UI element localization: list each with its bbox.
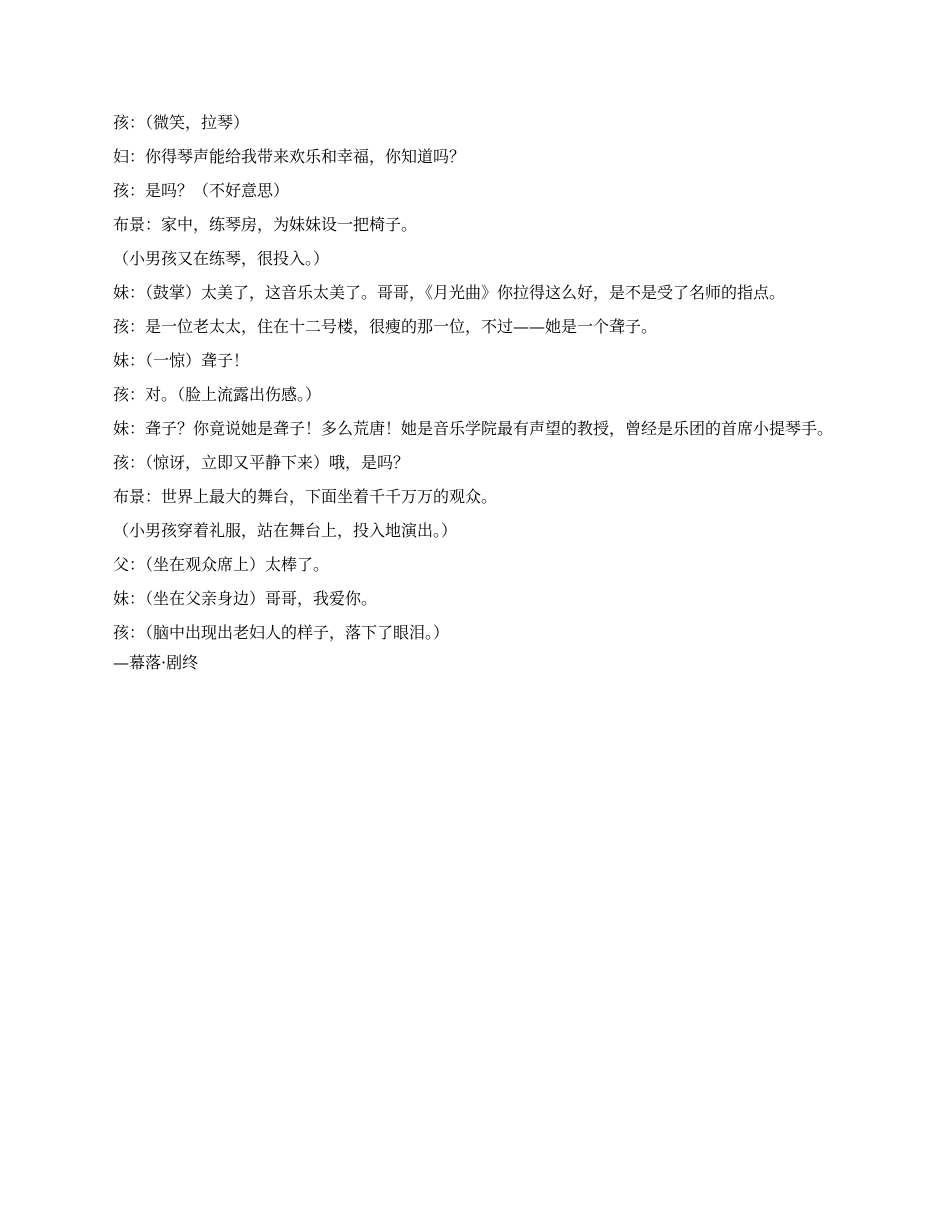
paragraph: 孩：（微笑，拉琴） bbox=[113, 113, 250, 132]
closing-line: —幕落·剧终 bbox=[113, 653, 199, 672]
paragraph: （小男孩穿着礼服，站在舞台上，投入地演出。） bbox=[113, 521, 458, 540]
paragraph: 布景：家中，练琴房，为妹妹设一把椅子。 bbox=[113, 215, 418, 234]
paragraph: 孩：对。（脸上流露出伤感。） bbox=[113, 385, 322, 404]
paragraph: 孩：（脑中出现出老妇人的样子，落下了眼泪。） bbox=[113, 623, 450, 642]
paragraph: 妹：聋子？你竟说她是聋子！多么荒唐！她是音乐学院最有声望的教授，曾经是乐团的首席小提琴手。 bbox=[113, 419, 834, 438]
script-text-body bbox=[113, 112, 843, 686]
paragraph: 孩：是吗？（不好意思） bbox=[113, 181, 290, 200]
paragraph: （小男孩又在练琴，很投入。） bbox=[113, 249, 330, 268]
paragraph: 布景：世界上最大的舞台，下面坐着千千万万的观众。 bbox=[113, 487, 498, 506]
paragraph: 孩：是一位老太太，住在十二号楼，很瘦的那一位，不过——她是一个聋子。 bbox=[113, 317, 658, 336]
paragraph: 妹：（一惊）聋子！ bbox=[113, 351, 250, 370]
paragraph: 妹：（坐在父亲身边）哥哥，我爱你。 bbox=[113, 589, 378, 608]
paragraph: 妇：你得琴声能给我带来欢乐和幸福，你知道吗？ bbox=[113, 147, 466, 166]
paragraph: 父：（坐在观众席上）太棒了。 bbox=[113, 555, 330, 574]
paragraph: 孩：（惊讶，立即又平静下来）哦，是吗？ bbox=[113, 453, 410, 472]
paragraph: 妹：（鼓掌）太美了，这音乐太美了。哥哥，《月光曲》你拉得这么好，是不是受了名师的指点。 bbox=[113, 283, 786, 302]
